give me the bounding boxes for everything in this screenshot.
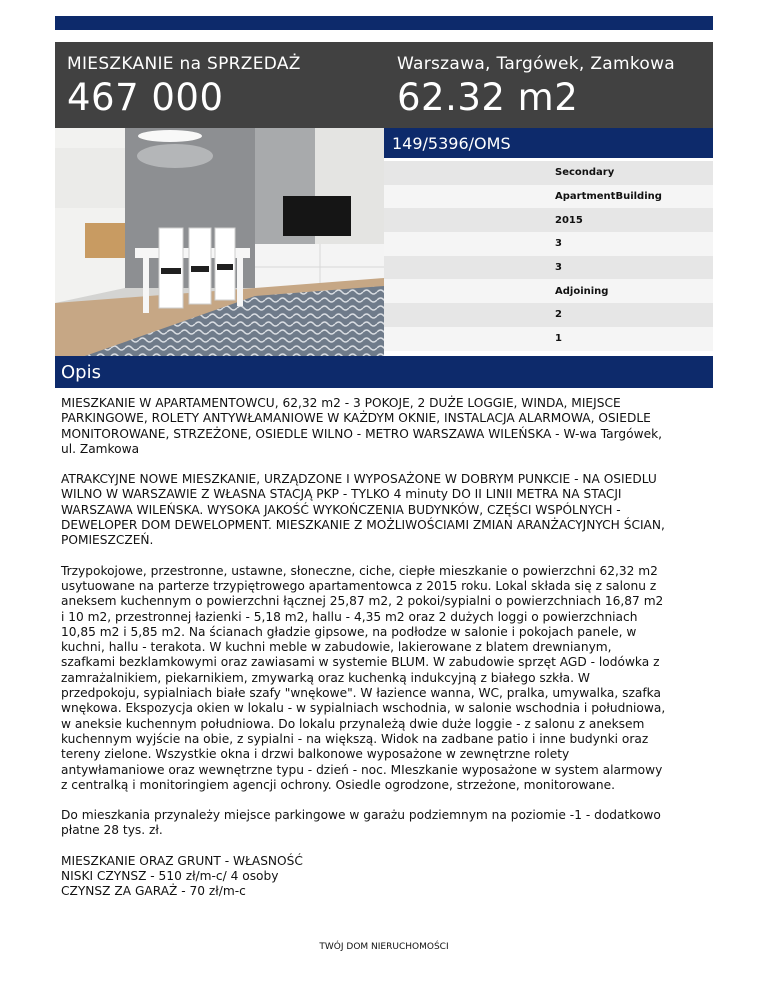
detail-value-4: 3 [555, 238, 562, 250]
detail-year: 2015 [555, 214, 583, 226]
description-heading-bar [55, 356, 713, 388]
top-accent-bar [55, 16, 713, 30]
description-heading: Opis [61, 362, 101, 383]
text-line: kuchni, hallu - terakota. W kuchni meble w zabudowie, lakierowane z blatem drewnianym, [61, 640, 612, 655]
detail-value-7: 2 [555, 309, 562, 321]
text-line: MONITOROWANE, STRZEŻONE, OSIEDLE WILNO - METRO WARSZAWA WILEŃSKA - W-wa Targówek, [61, 426, 663, 441]
text-line: NISKI CZYNSZ - 510 zł/m-c/ 4 osoby [61, 869, 279, 884]
text-line: ATRAKCYJNE NOWE MIESZKANIE, URZĄDZONE I WYPOSAŻONE W DOBRYM PUNKCIE - NA OSIEDLU [61, 472, 657, 487]
text-line: WILNO W WARSZAWIE Z WŁASNA STACJĄ PKP - TYLKO 4 minuty DO II LINII METRA NA STACJI [61, 487, 622, 502]
text-line: 10,85 m2 i 5,85 m2. Na ścianach gładzie gipsowe, na podłodze w salonie i pokojach panele, w [61, 624, 637, 639]
detail-row [384, 303, 713, 327]
text-line: płatne 28 tys. zł. [61, 823, 163, 838]
text-line: kuchennym wyjście na obie, z sypialni - na większą. Widok na zadbane patio i inne budynki oraz [61, 731, 649, 746]
details-table [384, 161, 713, 351]
area: 62.32 m2 [397, 76, 579, 119]
text-line: tereny zielone. Wszystkie okna i drzwi balkonowe wyposażone w zewnętrzne rolety [61, 747, 570, 762]
listing-header [55, 42, 713, 128]
detail-value-8: 1 [555, 333, 562, 345]
description-paragraph [61, 808, 711, 839]
text-line: CZYNSZ ZA GARAŻ - 70 zł/m-c [61, 884, 246, 899]
description-paragraph [61, 854, 711, 900]
detail-row [384, 279, 713, 303]
reference-bar [384, 128, 713, 158]
listing-type: MIESZKANIE na SPRZEDAŻ [67, 54, 301, 74]
text-line: Do mieszkania przynależy miejsce parkingowe w garażu podziemnym na poziomie -1 - dodatkowo [61, 808, 661, 823]
text-line: i 10 m2, przestronnej łazienki - 5,18 m2, hallu - 4,35 m2 oraz 2 dużych loggi o powierzchniach [61, 609, 638, 624]
text-line: z centralką i monitoringiem agencji ochrony. Osiedle ogrodzone, strzeżone, monitorowane. [61, 777, 615, 792]
text-line: PARKINGOWE, ROLETY ANTYWŁAMANIOWE W KAŻDYM OKNIE, INSTALACJA ALARMOWA, OSIEDLE [61, 411, 651, 426]
text-line: Trzypokojowe, przestronne, ustawne, słoneczne, ciche, ciepłe mieszkanie o powierzchni 62,32 m2 [61, 563, 658, 578]
detail-row [384, 185, 713, 209]
description-paragraph [61, 472, 711, 548]
location: Warszawa, Targówek, Zamkowa [397, 54, 676, 74]
detail-value-5: 3 [555, 262, 562, 274]
price-block [67, 54, 301, 120]
text-line: usytuowane na parterze trzypiętrowego apartamentowca z 2015 roku. Lokal składa się z salonu z [61, 578, 657, 593]
text-line: antywłamaniowe oraz wewnętrzne typu - dzień - noc. MIeszkanie wyposażone w system alarmowy [61, 762, 663, 777]
text-line: szafkami bezklamkowymi oraz zawiasami w systemie BLUM. W zabudowie sprzęt AGD - lodówka z [61, 655, 660, 670]
apartment-photo [55, 128, 384, 356]
text-line: przedpokoju, sypialniach białe szafy "wnękowe". W łazience wanna, WC, pralka, umywalka, szafka [61, 686, 661, 701]
text-line: ul. Zamkowa [61, 441, 140, 456]
text-line: MIESZKANIE ORAZ GRUNT - WŁASNOŚĆ [61, 853, 303, 868]
detail-market: Secondary [555, 167, 615, 179]
text-line: wnękowa. Ekspozycja okien w lokalu - w sypialniach wschodnia, w salonie wschodnia i południowa, [61, 701, 666, 716]
text-line: POMIESZCZEŃ. [61, 533, 154, 548]
detail-row [384, 161, 713, 185]
text-line: MIESZKANIE W APARTAMENTOWCU, 62,32 m2 - 3 POKOJE, 2 DUŻE LOGGIE, WINDA, MIEJSCE [61, 396, 621, 410]
price: 467 000 [67, 76, 224, 119]
footer-agency-name: TWÓJ DOM NIERUCHOMOŚCI [319, 942, 449, 952]
location-block [397, 54, 675, 120]
text-line: aneksem kuchennym o powierzchni łącznej 25,87 m2, 2 pokoi/sypialni o powierzchniach 16,87 m2 [61, 594, 664, 609]
detail-kitchen: Adjoining [555, 285, 609, 297]
text-line: DEWELOPER DOM DEWELOPMENT. MIESZKANIE Z MOŻLIWOŚCIAMI ZMIAN ARANŻACYJNYCH ŚCIAN, [61, 518, 665, 533]
text-line: WARSZAWA WILEŃSKA. WYSOKA JAKOŚĆ WYKOŃCZENIA BUDYNKÓW, CZĘŚCI WSPÓLNYCH - [61, 502, 621, 517]
text-line: zamrażalnikiem, piekarnikiem, zmywarką oraz kuchenką indukcyjną z białego szkła. W [61, 670, 590, 685]
text-line: w aneksie kuchennym południowa. Do lokalu przynależą dwie duże loggie - z salonu z aneksem [61, 716, 645, 731]
description-body [61, 396, 711, 915]
description-paragraph [61, 396, 711, 457]
detail-row [384, 327, 713, 351]
detail-row [384, 232, 713, 256]
description-paragraph [61, 564, 711, 793]
reference-number: 149/5396/OMS [392, 134, 511, 153]
detail-row [384, 208, 713, 232]
detail-row [384, 256, 713, 280]
detail-building-type: ApartmentBuilding [555, 191, 662, 203]
